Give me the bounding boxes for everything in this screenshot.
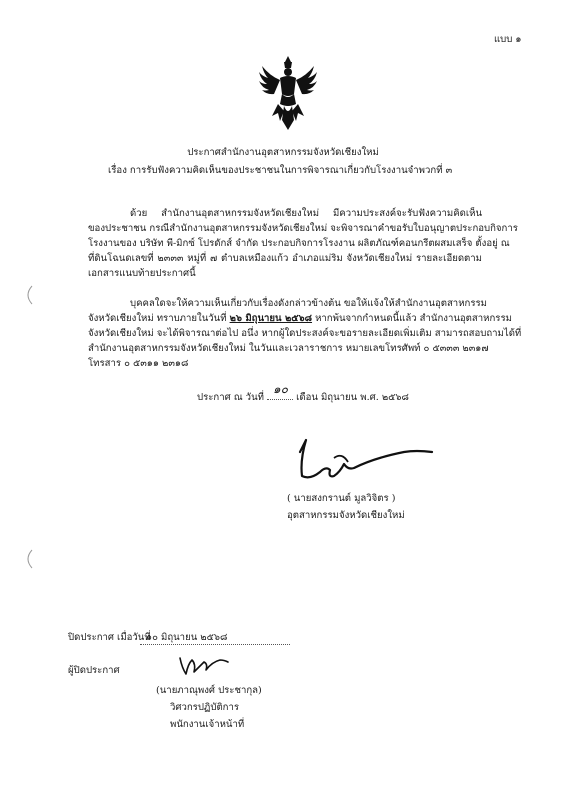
punch-hole-mark	[22, 284, 34, 306]
poster-label: ผู้ปิดประกาศ	[68, 665, 120, 676]
paragraph-line: สำนักงานอุตสาหกรรมจังหวัดเชียงใหม่ ในวันและเวลาราชการ หมายเลขโทรศัพท์ ๐ ๕๓๓๓ ๒๓๑๗	[88, 343, 489, 354]
form-number: แบบ ๑	[494, 34, 522, 45]
signature-icon	[290, 432, 440, 490]
posting-date-rule	[140, 644, 290, 645]
paragraph-line: บุคคลใดจะให้ความเห็นเกี่ยวกับเรื่องดังกล่าวข้างต้น ขอให้แจ้งให้สำนักงานอุตสาหกรรม	[130, 298, 487, 309]
deadline-suffix: หากพ้นจากกำหนดนี้แล้ว สำนักงานอุตสาหกรรม	[315, 313, 512, 324]
paragraph-line: โรงงานของ บริษัท พี-มิกซ์ โปรดักส์ จำกัด ประกอบกิจการโรงงาน ผลิตภัณฑ์คอนกรีตผสมเสร็จ ตั้งอยู่ ณ	[88, 238, 510, 249]
announcement-subject: เรื่อง การรับฟังความคิดเห็นของประชาชนในการพิจารณาเกี่ยวกับโรงงานจำพวกที่ ๓	[108, 165, 453, 176]
paragraph-line: เอกสารแนบท้ายประกาศนี้	[88, 268, 196, 279]
posting-date-value: ๑๐ มิถุนายน ๒๕๖๘	[146, 632, 228, 643]
posting-date-label: ปิดประกาศ เมื่อวันที่	[68, 632, 151, 643]
poster-name: (นายภาณุพงศ์ ประชากุล)	[156, 685, 262, 696]
poster-position-role: พนักงานเจ้าหน้าที่	[170, 719, 245, 730]
announce-date-suffix: เดือน มิถุนายน พ.ศ. ๒๕๖๘	[296, 392, 409, 403]
paragraph-line: ที่ดินโฉนดเลขที่ ๒๓๓๓ หมู่ที่ ๗ ตำบลเหมืองแก้ว อำเภอแม่ริม จังหวัดเชียงใหม่ รายละเอียดตาม	[88, 253, 482, 264]
announce-date-prefix: ประกาศ ณ วันที่	[197, 392, 264, 403]
signatory-name: ( นายสงกรานต์ มูลวิจิตร )	[287, 493, 396, 504]
signatory-position: อุตสาหกรรมจังหวัดเชียงใหม่	[287, 510, 405, 521]
deadline-date: ๒๖ มิถุนายน ๒๕๖๘	[229, 313, 313, 324]
punch-hole-mark	[22, 548, 34, 570]
body-paragraph-2	[88, 296, 522, 371]
garuda-emblem-icon	[258, 54, 318, 134]
paragraph-line: จังหวัดเชียงใหม่ จะได้พิจารณาต่อไป อนึ่ง หากผู้ใดประสงค์จะขอรายละเอียดเพิ่มเติม สามารถสอบถามได้ที่	[88, 328, 522, 339]
paragraph-line: โทรสาร ๐ ๕๓๑๑ ๒๓๑๘	[88, 358, 189, 369]
poster-signature-icon	[176, 652, 236, 680]
paragraph-line: ของประชาชน กรณีสำนักงานอุตสาหกรรมจังหวัดเชียงใหม่ จะพิจารณาคำขอรับใบอนุญาตประกอบกิจการ	[88, 223, 518, 234]
deadline-prefix: จังหวัดเชียงใหม่ ทราบภายในวันที่	[88, 313, 227, 324]
paragraph-line: ด้วย สำนักงานอุตสาหกรรมจังหวัดเชียงใหม่ มีความประสงค์จะรับฟังความคิดเห็น	[130, 208, 482, 219]
poster-position-title: วิศวกรปฏิบัติการ	[170, 702, 240, 713]
announce-date-line	[197, 382, 409, 405]
announce-day-field	[267, 382, 293, 400]
announce-day: ๑๐	[273, 382, 288, 396]
paragraph-line-deadline	[88, 311, 512, 326]
body-paragraph-1	[88, 206, 518, 281]
announcement-title: ประกาศสำนักงานอุตสาหกรรมจังหวัดเชียงใหม่	[187, 147, 379, 158]
